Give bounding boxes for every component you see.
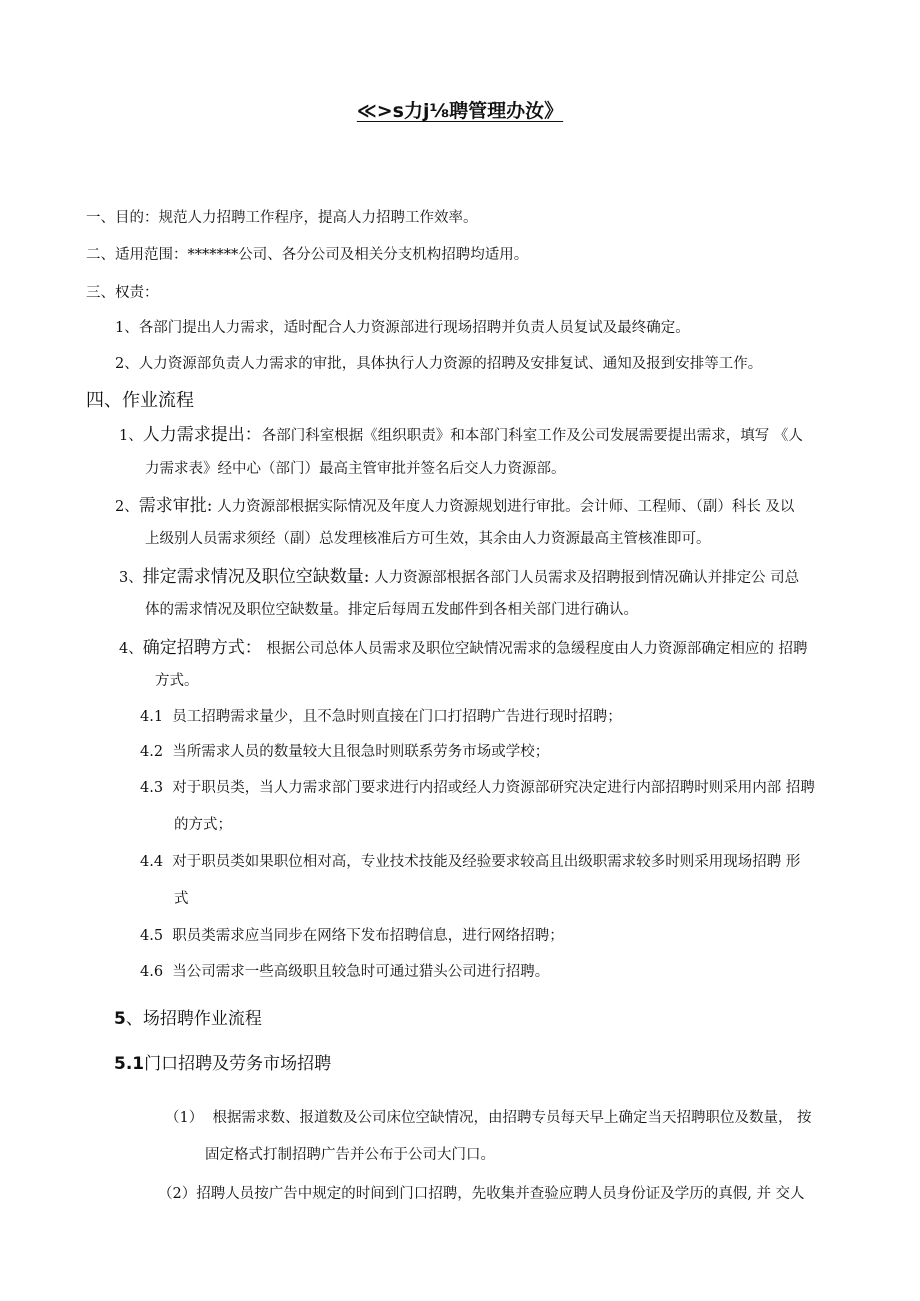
flow-item-text: 各部门科室根据《组织职责》和本部门科室工作及公司发展需要提出需求，填写 《人 (261, 428, 803, 444)
flow-item-heading: 确定招聘方式： (142, 638, 262, 658)
responsibility-item-1: 1、各部门提出人力需求，适时配合人力资源部进行现场招聘并负责人员复试及最终确定。 (115, 320, 690, 336)
method-number: 4.2 (140, 744, 164, 760)
flow-item-heading: 排定需求情况及职位空缺数量: (142, 567, 370, 587)
method-item-cont: 的方式； (174, 817, 232, 833)
method-text: 当所需求人员的数量较大且很急时则联系劳务市场或学校； (172, 744, 550, 760)
method-text: 员工招聘需求量少，且不急时则直接在门口打招聘广告进行现时招聘； (172, 709, 622, 725)
flow-item-number: 4、 (119, 641, 143, 657)
method-text: 对于职员类，当人力需求部门要求进行内招或经人力资源部研究决定进行内部招聘时则采用内部 招聘 (172, 780, 815, 796)
method-item (140, 740, 549, 761)
flow-item-heading: 需求审批: (138, 496, 213, 516)
method-item (140, 776, 815, 797)
method-number: 4.1 (140, 709, 164, 725)
section-number: 5 (114, 1009, 126, 1029)
section-number: 5.1 (114, 1054, 145, 1074)
flow-item-4-cont: 方式。 (155, 673, 199, 689)
step-item (165, 1106, 812, 1127)
section-workflow: 四、作业流程 (86, 390, 194, 411)
section-5-heading (114, 1004, 262, 1029)
flow-item-2 (115, 491, 855, 516)
flow-item-text: 人力资源部根据实际情况及年度人力资源规划进行审批。会计师、工程师、（副）科长 及以 (212, 499, 795, 515)
step-item (158, 1182, 805, 1203)
method-item (140, 850, 800, 871)
flow-item-3 (119, 562, 854, 587)
method-item (140, 960, 549, 981)
step-item-cont: 固定格式打制招聘广告并公布于公司大门口。 (205, 1147, 495, 1163)
section-5-1-heading (114, 1049, 331, 1074)
step-text: 根据需求数、报道数及公司床位空缺情况，由招聘专员每天早上确定当天招聘职位及数量， 按 (212, 1110, 812, 1126)
flow-item-number: 3、 (119, 570, 143, 586)
flow-item-1 (119, 420, 854, 445)
flow-item-2-cont: 上级别人员需求须经（副）总发理核准后方可生效，其余由人力资源最高主管核准即可。 (145, 531, 711, 547)
step-number: （1） (165, 1110, 204, 1126)
flow-item-3-cont: 体的需求情况及职位空缺数量。排定后每周五发邮件到各相关部门进行确认。 (145, 602, 638, 618)
responsibility-item-2: 2、人力资源部负责人力需求的审批，具体执行人力资源的招聘及安排复试、通知及报到安排等工作。 (115, 356, 763, 372)
section-scope: 二、适用范围：*******公司、各分公司及相关分支机构招聘均适用。 (86, 247, 529, 263)
section-text: 、场招聘作业流程 (125, 1009, 262, 1029)
method-item (140, 705, 622, 726)
method-text: 当公司需求一些高级职且较急时可通过猎头公司进行招聘。 (172, 964, 550, 980)
method-number: 4.3 (140, 780, 164, 796)
section-text: 门口招聘及劳务市场招聘 (144, 1054, 332, 1074)
step-text: 招聘人员按广告中规定的时间到门口招聘，先收集并查验应聘人员身份证及学历的真假, 并 交人 (196, 1186, 805, 1202)
document-title: ≪>s力j⅛聘管理办汝》 (356, 100, 564, 122)
flow-item-number: 1、 (119, 428, 143, 444)
flow-item-heading: 人力需求提出： (142, 425, 262, 445)
flow-item-4 (119, 633, 854, 658)
method-text: 职员类需求应当同步在网络下发布招聘信息，进行网络招聘； (172, 928, 564, 944)
flow-item-1-cont: 力需求表》经中心（部门）最高主管审批并签名后交人力资源部。 (145, 461, 566, 477)
flow-item-number: 2、 (115, 499, 139, 515)
flow-item-text: 根据公司总体人员需求及职位空缺情况需求的急缓程度由人力资源部确定相应的 招聘 (261, 641, 808, 657)
section-responsibility: 三、权责： (86, 285, 159, 301)
method-item-cont: 式 (174, 891, 189, 907)
method-text: 对于职员类如果职位相对高，专业技术技能及经验要求较高且出级职需求较多时则采用现场招聘 形 (172, 854, 801, 870)
section-purpose: 一、目的：规范人力招聘工作程序，提高人力招聘工作效率。 (86, 210, 478, 226)
method-item (140, 924, 564, 945)
step-number: （2） (158, 1186, 197, 1202)
flow-item-text: 人力资源部根据各部门人员需求及招聘报到情况确认并排定公 司总 (369, 570, 800, 586)
method-number: 4.5 (140, 928, 164, 944)
method-number: 4.6 (140, 964, 164, 980)
method-number: 4.4 (140, 854, 164, 870)
